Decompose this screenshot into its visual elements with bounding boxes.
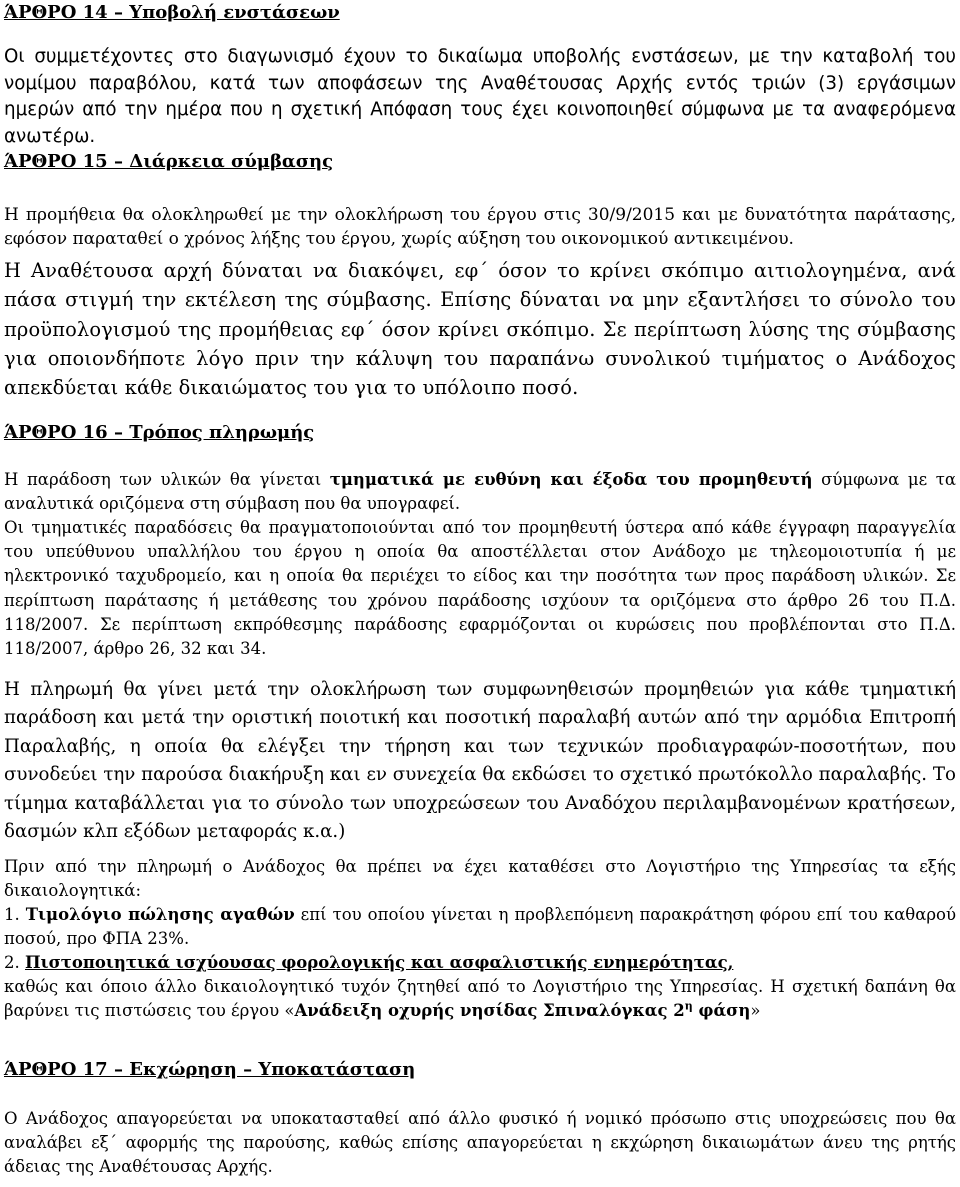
p1-text-b: σύμφωνα με τα αναλυτικά οριζόμενα στη σύμβαση που θα υπογραφεί. bbox=[4, 470, 956, 514]
list-item-1-bold: Τιμολόγιο πώλησης αγαθών bbox=[25, 905, 295, 924]
article-16-paragraph-3: Η πληρωμή θα γίνει μετά την ολοκλήρωση των συμφωνηθεισών προμηθειών για κάθε τμηματική παράδοση και μετά την οριστική ποιοτική και ποσοτική παραλαβή αυτών από την αρμόδια Επιτροπή Παραλαβής, η οποία θα ελέγξει την τήρηση και των τεχνικών προδιαγραφών-ποσοτήτων, που συνοδεύει την παρούσα διακήρυξη και εν συνεχεία θα εκδώσει το σχετικό πρωτόκολλο παραλαβής. Το τίμημα καταβάλλεται για το σύνολο των υποχρεώσεων του Αναδόχου περιλαμβανομένων κρατήσεων, δασμών κλπ εξόδων μεταφοράς κ.α.) bbox=[4, 679, 956, 843]
list-item-1-number: 1. bbox=[4, 905, 26, 924]
project-title: Ανάδειξη οχυρής νησίδας Σπιναλόγκας 2 bbox=[294, 1001, 685, 1021]
p1-bold: τμηματικά με ευθύνη και έξοδα του προμηθευτή bbox=[329, 470, 813, 489]
article-15-paragraph-1: Η προμήθεια θα ολοκληρωθεί με την ολοκλήρωση του έργου στις 30/9/2015 και με δυνατότητα παράτασης, εφόσον παραταθεί ο χρόνος λήξης του έργου, χωρίς αύξηση του οικονομικού αντικειμένου. bbox=[4, 205, 956, 250]
list-item-2 bbox=[4, 951, 956, 975]
article-15-heading: ΆΡΘΡΟ 15 – Διάρκεια σύμβασης bbox=[4, 151, 334, 172]
project-title-superscript: η bbox=[684, 999, 693, 1013]
article-15-paragraph-2: Η Αναθέτουσα αρχή δύναται να διακόψει, εφ΄ όσον το κρίνει σκόπιμο αιτιολογημένα, ανά πάσα στιγμή την εκτέλεση της σύμβασης. Επίσης δύναται να μην εξαντλήσει το σύνολο του προϋπολογισμού της προμήθειας εφ΄ όσον κρίνει σκόπιμο. Σε περίπτωση λύσης της σύμβασης για οποιονδήποτε λόγο πριν την κάλυψη του παραπάνω συνολικού τιμήματος ο Ανάδοχος απεκδύεται κάθε δικαιώματος του για το υπόλοιπο ποσό. bbox=[4, 259, 956, 400]
p1-text-a: Η παράδοση των υλικών θα γίνεται bbox=[4, 470, 330, 489]
list-item-2-number: 2. bbox=[4, 953, 25, 972]
list-item-1 bbox=[4, 903, 956, 951]
article-17-heading: ΆΡΘΡΟ 17 – Εκχώρηση – Υποκατάσταση bbox=[4, 1059, 416, 1080]
list-item-2-text: καθώς και όποιο άλλο δικαιολογητικό τυχόν ζητηθεί από το Λογιστήριο της Υπηρεσίας. Η σχετική δαπάνη θα βαρύνει τις πιστώσεις του έργου « bbox=[4, 977, 956, 1021]
list-item-2-bold: Πιστοποιητικά ισχύουσας φορολογικής και ασφαλιστικής ενημερότητας, bbox=[25, 953, 734, 972]
article-16-paragraph-1 bbox=[4, 468, 956, 516]
closing-quote: » bbox=[750, 1001, 761, 1021]
article-16-paragraph-4: Πριν από την πληρωμή ο Ανάδοχος θα πρέπει να έχει καταθέσει στο Λογιστήριο της Υπηρεσίας τα εξής δικαιολογητικά: bbox=[4, 857, 956, 901]
article-17-body: Ο Ανάδοχος απαγορεύεται να υποκατασταθεί από άλλο φυσικό ή νομικό πρόσωπο στις υποχρεώσεις που θα αναλάβει εξ΄ αφορμής της παρούσης, καθώς επίσης απαγορεύεται η εκχώρηση δικαιωμάτων άνευ της ρητής άδειας της Αναθέτουσας Αρχής. bbox=[4, 1109, 956, 1177]
article-14-body: Οι συμμετέχοντες στο διαγωνισμό έχουν το δικαίωμα υποβολής ενστάσεων, με την καταβολή του νομίμου παραβόλου, κατά των αποφάσεων της Αναθέτουσας Αρχής εντός τριών (3) εργάσιμων ημερών από την ημέρα που η σχετική Απόφαση τους έχει κοινοποιηθεί σύμφωνα με τα αναφερόμενα ανωτέρω. bbox=[4, 46, 956, 147]
article-14-heading: ΆΡΘΡΟ 14 – Υποβολή ενστάσεων bbox=[4, 2, 340, 23]
article-16-paragraph-2: Οι τμηματικές παραδόσεις θα πραγματοποιούνται από τον προμηθευτή ύστερα από κάθε έγγραφη παραγγελία του υπεύθυνου υπαλλήλου του έργου η οποία θα αποστέλλεται στον Ανάδοχο με τηλεομοιοτυπία ή με ηλεκτρονικό ταχυδρομείο, και η οποία θα περιέχει το είδος και την ποσότητα των προς παράδοση υλικών. Σε περίπτωση παράτασης ή μετάθεσης του χρόνου παράδοσης ισχύουν τα οριζόμενα στο άρθρο 26 του Π.Δ. 118/2007. Σε περίπτωση εκπρόθεσμης παράδοσης εφαρμόζονται οι κυρώσεις που προβλέπονται στο Π.Δ. 118/2007, άρθρο 26, 32 και 34. bbox=[4, 518, 956, 659]
article-16-heading: ΆΡΘΡΟ 16 – Τρόπος πληρωμής bbox=[4, 422, 315, 443]
list-item-2-continuation bbox=[4, 975, 956, 1023]
list-item-1-text: επί του οποίου γίνεται η προβλεπόμενη παρακράτηση φόρου επί του καθαρού ποσού, προ ΦΠΑ 23%. bbox=[4, 905, 957, 949]
project-phase: φάση bbox=[692, 1001, 751, 1021]
